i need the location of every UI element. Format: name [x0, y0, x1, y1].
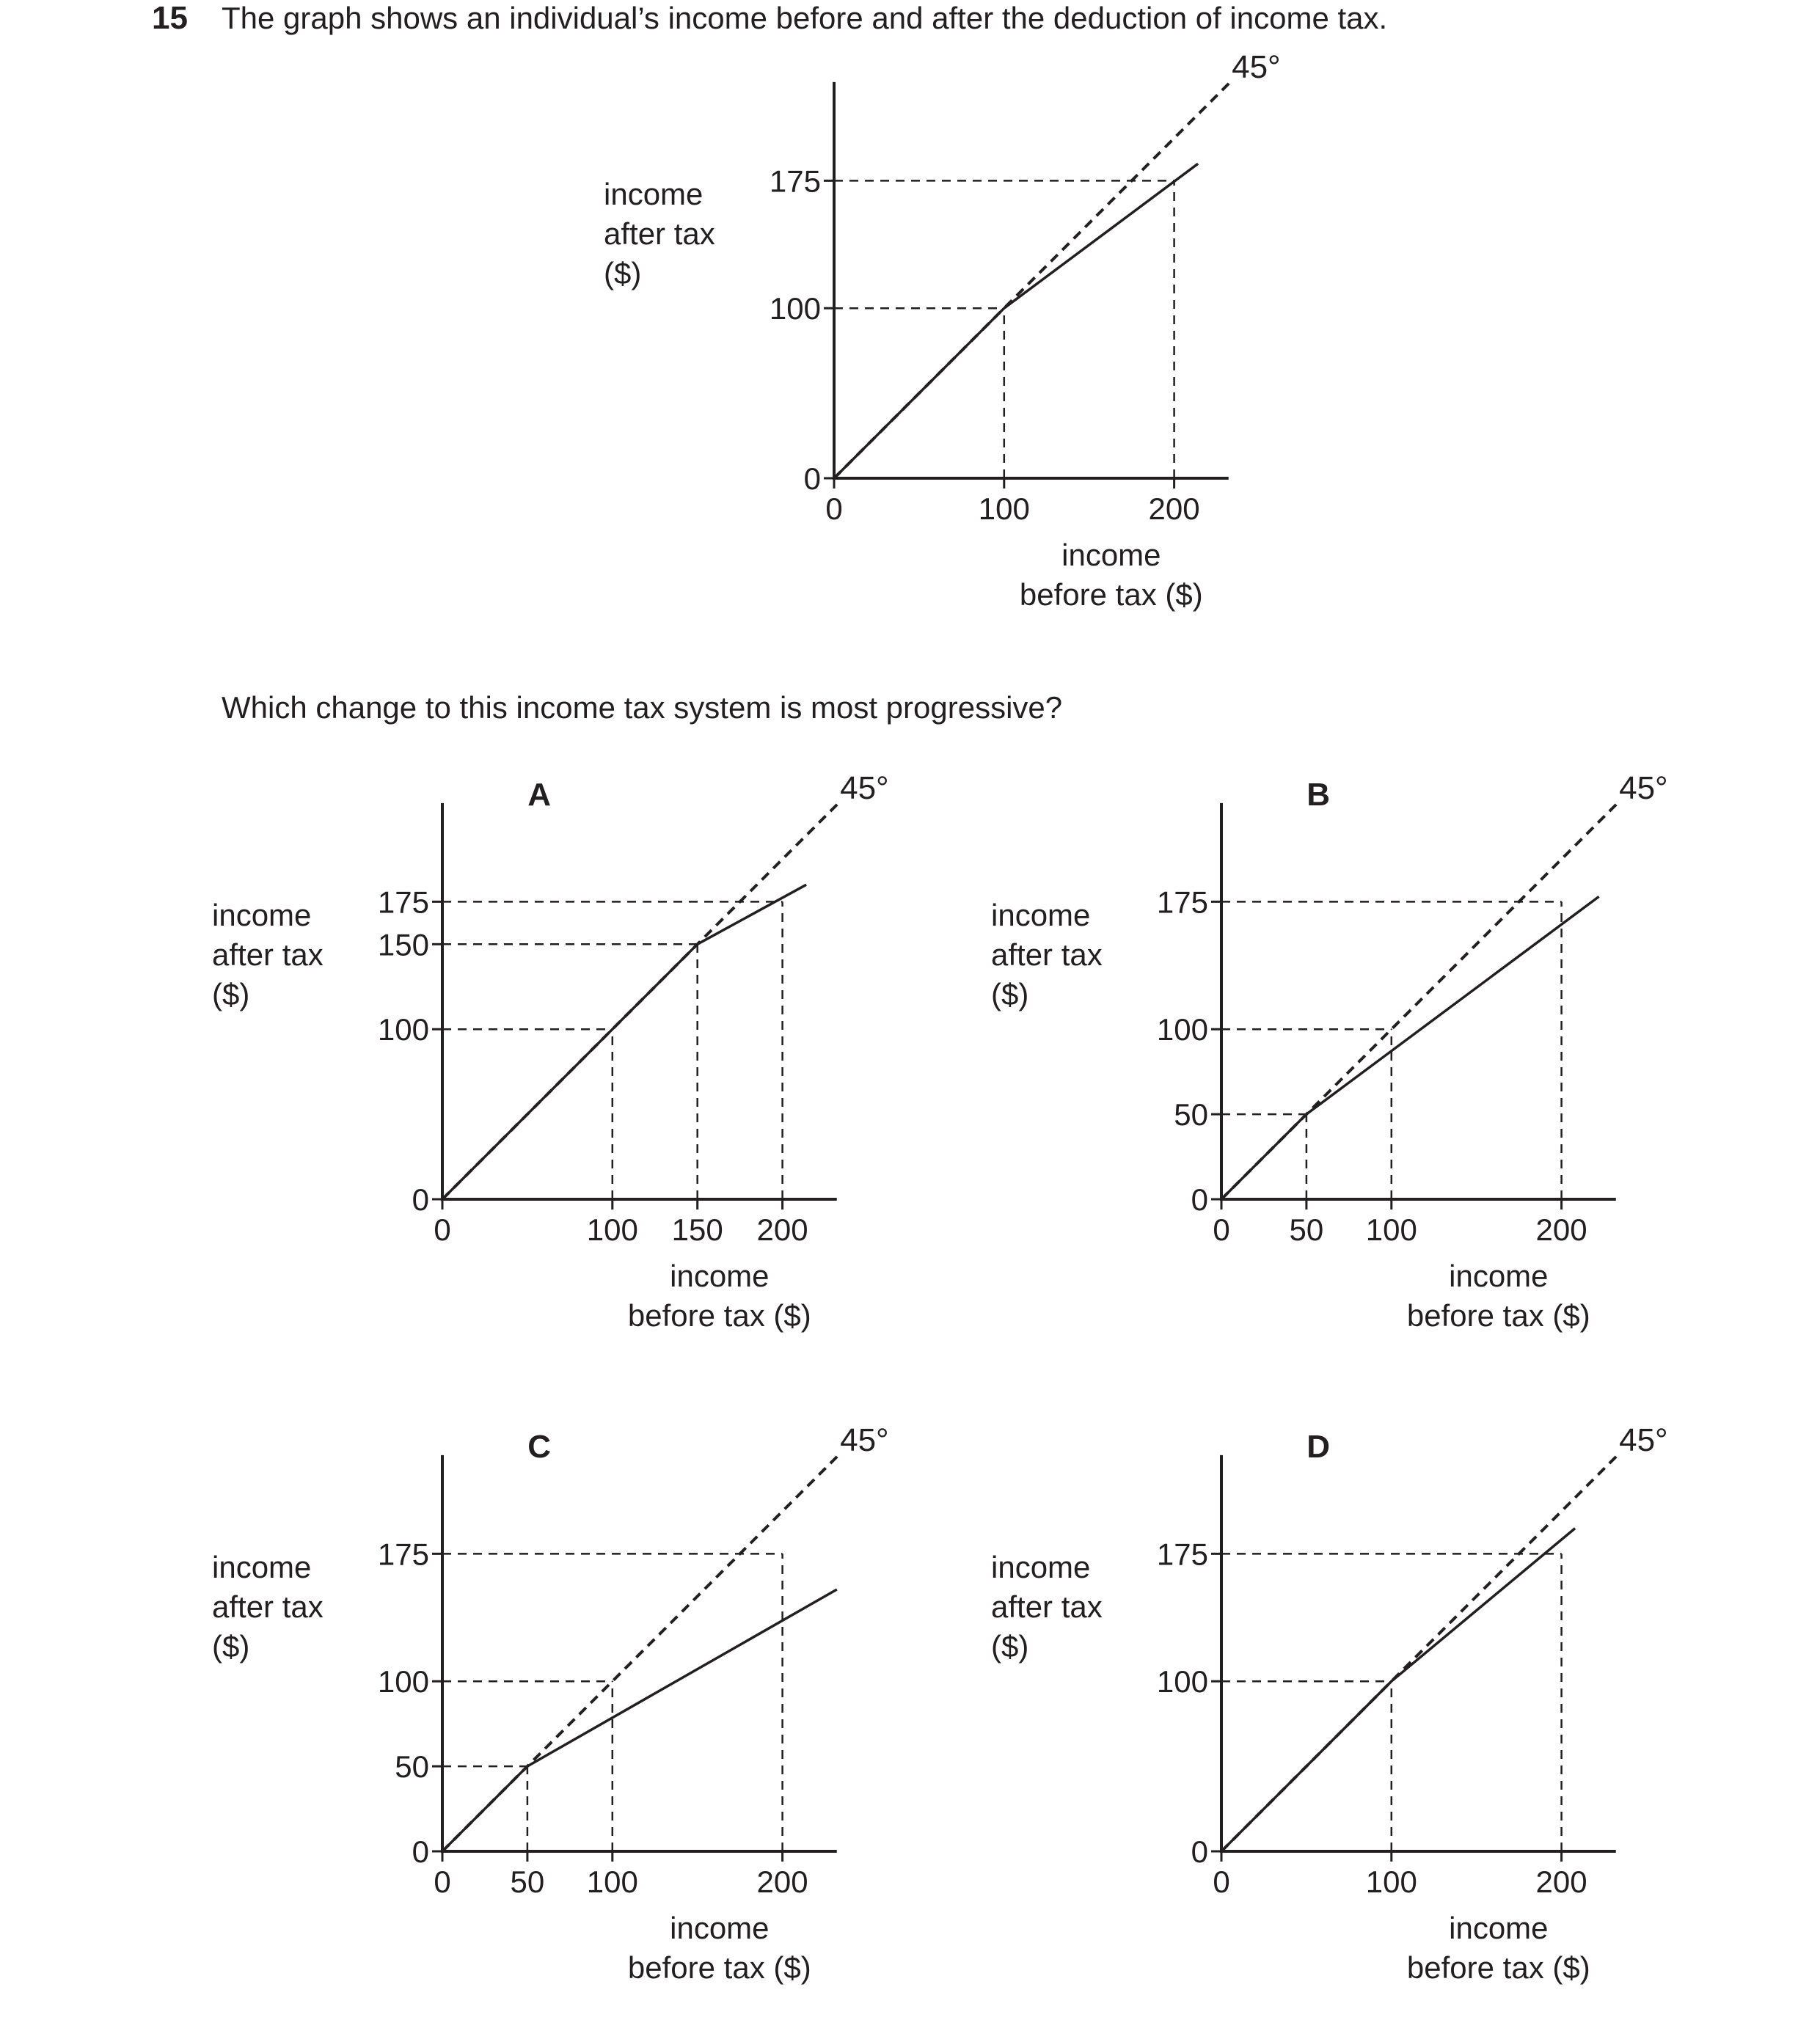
y-axis-label: after tax: [991, 937, 1103, 972]
y-axis-label: income: [991, 1550, 1091, 1584]
charts-group: [212, 49, 1668, 1985]
x-axis-label: before tax ($): [1019, 577, 1203, 612]
y-axis-label: after tax: [604, 216, 715, 251]
x-axis-label: income: [670, 1259, 770, 1293]
panel-label: A: [527, 777, 552, 813]
x-tick-label: 0: [1213, 1865, 1230, 1899]
chart-original: [604, 49, 1281, 612]
y-tick-label: 100: [1156, 1664, 1208, 1699]
y-tick-label: 175: [1156, 1537, 1208, 1572]
after-tax-income-line: [834, 164, 1198, 478]
y-tick-label: 0: [412, 1182, 429, 1217]
reference-line-label: 45°: [840, 769, 889, 806]
chart-C: [212, 1422, 889, 1985]
x-tick-label: 0: [434, 1865, 451, 1899]
x-axis-label: before tax ($): [627, 1950, 811, 1985]
x-tick-label: 100: [1365, 1865, 1417, 1899]
x-tick-label: 200: [1535, 1212, 1587, 1247]
y-axis-label: ($): [604, 256, 642, 290]
x-tick-label: 100: [1365, 1212, 1417, 1247]
x-tick-label: 50: [510, 1865, 545, 1899]
y-tick-label: 175: [377, 885, 429, 920]
question-number: 15: [152, 0, 188, 36]
x-tick-label: 50: [1289, 1212, 1324, 1247]
y-axis-label: after tax: [991, 1589, 1103, 1624]
question-prompt: Which change to this income tax system is most progressive?: [222, 690, 1063, 725]
y-tick-label: 0: [412, 1834, 429, 1869]
x-axis-label: income: [1449, 1911, 1549, 1945]
x-tick-label: 150: [671, 1212, 723, 1247]
y-tick-label: 50: [1174, 1097, 1208, 1132]
y-tick-label: 0: [1191, 1834, 1208, 1869]
question-stem: The graph shows an individual’s income before and after the deduction of income tax.: [222, 1, 1388, 35]
y-axis-label: income: [212, 898, 312, 932]
y-axis-label: income: [604, 177, 703, 211]
after-tax-income-line: [1221, 896, 1599, 1199]
y-tick-label: 100: [1156, 1012, 1208, 1047]
panel-label: B: [1306, 777, 1331, 813]
x-axis-label: income: [1061, 538, 1161, 572]
x-tick-label: 200: [756, 1212, 808, 1247]
reference-line-label: 45°: [1619, 769, 1668, 806]
y-tick-label: 100: [377, 1664, 429, 1699]
y-axis-label: after tax: [212, 937, 324, 972]
y-tick-label: 175: [1156, 885, 1208, 920]
x-tick-label: 0: [434, 1212, 451, 1247]
y-axis-label: income: [991, 898, 1091, 932]
x-tick-label: 200: [756, 1865, 808, 1899]
y-axis-label: income: [212, 1550, 312, 1584]
chart-A: [212, 770, 889, 1333]
x-tick-label: 0: [1213, 1212, 1230, 1247]
x-tick-label: 100: [978, 491, 1030, 526]
reference-line-label: 45°: [1232, 48, 1281, 85]
y-axis-label: ($): [991, 1629, 1029, 1664]
y-axis-label: after tax: [212, 1589, 324, 1624]
chart-B: [991, 770, 1668, 1333]
y-tick-label: 150: [377, 927, 429, 962]
y-tick-label: 175: [377, 1537, 429, 1572]
x-tick-label: 200: [1148, 491, 1200, 526]
after-tax-income-line: [1221, 1529, 1575, 1851]
y-axis-label: ($): [991, 977, 1029, 1011]
x-axis-label: before tax ($): [1406, 1298, 1590, 1333]
after-tax-income-line: [442, 885, 806, 1199]
reference-line-label: 45°: [1619, 1421, 1668, 1458]
reference-line-label: 45°: [840, 1421, 889, 1458]
y-axis-label: ($): [212, 1629, 250, 1664]
x-tick-label: 100: [586, 1212, 638, 1247]
y-tick-label: 175: [769, 164, 821, 199]
y-tick-label: 100: [769, 291, 821, 326]
chart-D: [991, 1422, 1668, 1985]
y-tick-label: 0: [1191, 1182, 1208, 1217]
x-axis-label: income: [1449, 1259, 1549, 1293]
y-axis-label: ($): [212, 977, 250, 1011]
y-tick-label: 100: [377, 1012, 429, 1047]
x-axis-label: income: [670, 1911, 770, 1945]
y-tick-label: 50: [395, 1749, 429, 1785]
x-tick-label: 200: [1535, 1865, 1587, 1899]
y-tick-label: 0: [803, 461, 821, 496]
panel-label: C: [527, 1429, 552, 1465]
x-axis-label: before tax ($): [627, 1298, 811, 1333]
x-tick-label: 100: [586, 1865, 638, 1899]
x-axis-label: before tax ($): [1406, 1950, 1590, 1985]
after-tax-income-line: [442, 1589, 837, 1851]
x-tick-label: 0: [825, 491, 843, 526]
panel-label: D: [1306, 1429, 1331, 1465]
